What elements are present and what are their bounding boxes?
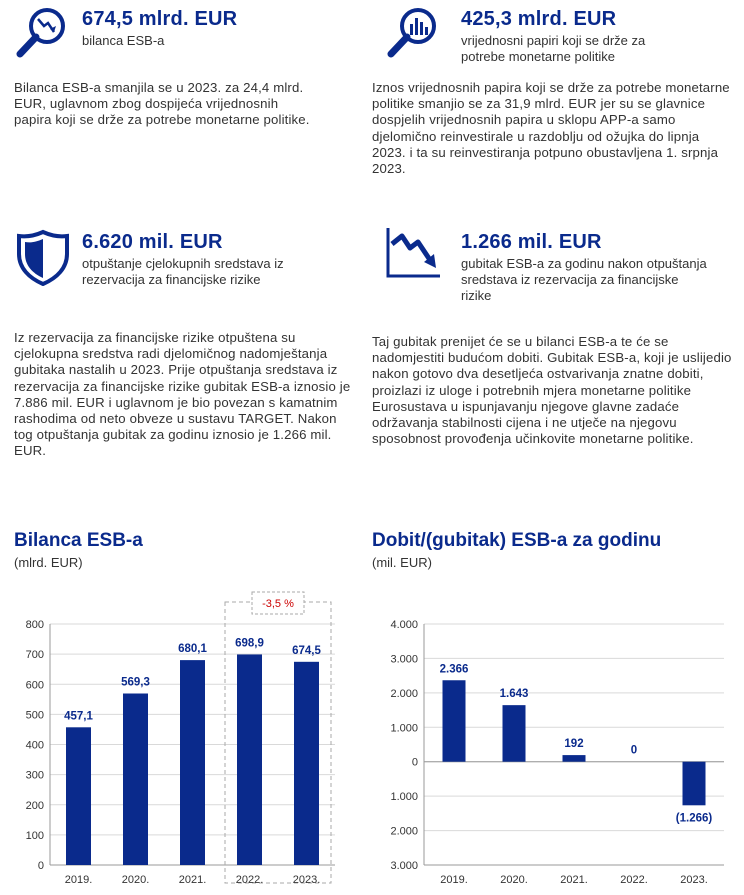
data-label: 192 bbox=[564, 738, 584, 751]
kpi-description: Bilanca ESB-a smanjila se u 2023. za 24,4 mlrd. EUR, uglavnom zbog dospijeća vrijednosnih papira koji se drže za potrebe monetarne politike. bbox=[14, 80, 310, 128]
kpi-description: Iz rezervacija za financijske rizike otpuštena su cjelokupna sredstva radi djelomičnog nadomještanja gubitaka nastalih u 2023. Prije otpuštanja sredstava iz rezervacija za financijske rizike gubitak ESB-a iznosio je 7.886 mil. EUR i uglavnom je bio povezan s kamatnim rashodima od neto obveze u sustavu TARGET. Nakon tog otpuštanja gubitak za godinu iznosio je 1.266 mil. EUR. bbox=[14, 330, 351, 459]
x-tick-label: 2023. bbox=[292, 874, 321, 886]
chart-unit: (mlrd. EUR) bbox=[14, 555, 83, 570]
bar bbox=[180, 660, 205, 865]
y-tick-label: 1.000 bbox=[390, 791, 418, 804]
data-label: (1.266) bbox=[675, 812, 713, 825]
bar bbox=[503, 705, 526, 762]
magnifier-chart-down-icon bbox=[14, 4, 72, 62]
y-tick-label: 3.000 bbox=[390, 653, 418, 666]
data-label: 569,3 bbox=[121, 676, 150, 689]
x-tick-label: 2019. bbox=[64, 874, 93, 886]
y-tick-label: 0 bbox=[411, 756, 418, 769]
y-tick-label: 700 bbox=[25, 649, 44, 662]
change-label: -3,5 % bbox=[262, 598, 294, 610]
chart-title: Bilanca ESB-a bbox=[14, 530, 143, 551]
kpi-description: Iznos vrijednosnih papira koji se drže za potrebe monetarne politike smanjio se za 31,9 mlrd. EUR jer su se glavnice dospjelih vrijednosnih papira u sklopu APP-a samo djelomično reinvestirale u razdoblju od ožujka do lipnja 2023. i ta su reinvestiranja potpuno obustavljena 1. srpnja 2023. bbox=[372, 80, 730, 177]
bar bbox=[443, 680, 466, 761]
data-label: 0 bbox=[630, 744, 638, 757]
bar bbox=[66, 727, 91, 865]
chart-unit: (mil. EUR) bbox=[372, 555, 432, 570]
y-tick-label: 2.000 bbox=[390, 687, 418, 700]
x-tick-label: 2020. bbox=[500, 874, 528, 886]
y-tick-label: 500 bbox=[25, 709, 44, 722]
magnifier-bars-icon bbox=[384, 4, 442, 62]
profit-loss-chart bbox=[372, 580, 744, 895]
bar bbox=[563, 755, 586, 762]
trend-down-icon bbox=[384, 224, 442, 282]
y-tick-label: 300 bbox=[25, 769, 44, 782]
balance-sheet-chart bbox=[0, 580, 372, 895]
x-tick-label: 2023. bbox=[680, 874, 708, 886]
y-tick-label: 400 bbox=[25, 739, 44, 752]
chart-title: Dobit/(gubitak) ESB-a za godinu bbox=[372, 530, 662, 551]
y-tick-label: 0 bbox=[37, 860, 44, 872]
x-tick-label: 2021. bbox=[178, 874, 207, 886]
x-tick-label: 2022. bbox=[235, 874, 264, 886]
data-label: 680,1 bbox=[178, 643, 207, 656]
y-tick-label: 600 bbox=[25, 679, 44, 692]
data-label: 698,9 bbox=[235, 637, 264, 650]
y-tick-label: 100 bbox=[25, 829, 44, 842]
bar bbox=[683, 762, 706, 806]
data-label: 1.643 bbox=[499, 688, 529, 701]
y-tick-label: 4.000 bbox=[390, 619, 418, 631]
kpi-label: gubitak ESB-a za godinu nakon otpuštanja sredstava iz rezervacija za financijske rizike bbox=[461, 256, 707, 303]
data-label: 2.366 bbox=[439, 663, 469, 676]
x-tick-label: 2019. bbox=[440, 874, 468, 886]
data-label: 674,5 bbox=[292, 644, 321, 657]
kpi-value: 6.620 mil. EUR bbox=[82, 231, 223, 253]
shield-icon bbox=[14, 228, 72, 286]
y-tick-label: 3.000 bbox=[390, 860, 418, 872]
y-tick-label: 2.000 bbox=[390, 825, 418, 838]
kpi-description: Taj gubitak prenijet će se u bilanci ESB-a te će se nadomjestiti budućom dobiti. Gubitak ESB-a, koji je uslijedio nakon gotovo dva desetljeća ostvarivanja znatne dobiti, proizlazi iz uloge i potrebnih mjera monetarne politike Eurosustava u ispunjavanju njegove glavne zadaće održavanja stabilnosti cijena i ne utječe na njegovu sposobnost provođenja učinkovite monetarne politike. bbox=[372, 334, 732, 447]
kpi-label: bilanca ESB-a bbox=[82, 33, 165, 48]
y-tick-label: 200 bbox=[25, 799, 44, 812]
y-tick-label: 800 bbox=[25, 619, 44, 631]
bar bbox=[123, 693, 148, 865]
kpi-value: 1.266 mil. EUR bbox=[461, 231, 602, 253]
kpi-label: otpuštanje cjelokupnih sredstava iz rezervacija za financijske rizike bbox=[82, 256, 284, 287]
x-tick-label: 2021. bbox=[560, 874, 588, 886]
kpi-value: 674,5 mlrd. EUR bbox=[82, 8, 238, 30]
kpi-label: vrijednosni papiri koji se drže za potrebe monetarne politike bbox=[461, 33, 646, 64]
x-tick-label: 2022. bbox=[620, 874, 648, 886]
data-label: 457,1 bbox=[64, 710, 93, 723]
bar bbox=[294, 662, 319, 865]
y-tick-label: 1.000 bbox=[390, 722, 418, 735]
kpi-value: 425,3 mlrd. EUR bbox=[461, 8, 617, 30]
bar bbox=[237, 654, 262, 865]
x-tick-label: 2020. bbox=[121, 874, 150, 886]
